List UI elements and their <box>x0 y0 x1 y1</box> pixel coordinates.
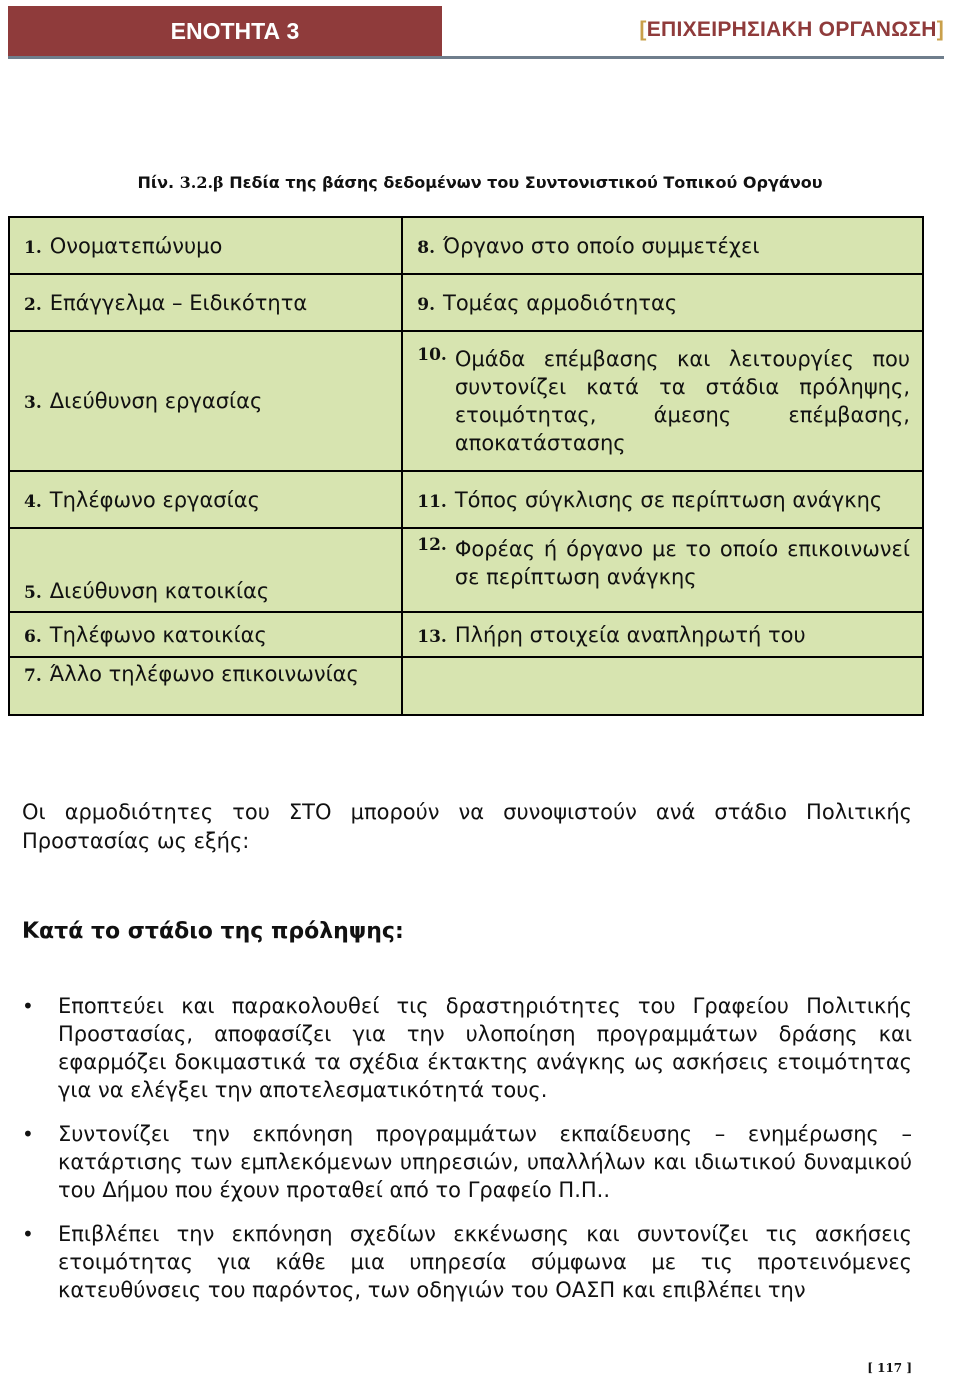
table-cell <box>402 471 923 528</box>
field-number: 1. <box>24 237 42 258</box>
field-label: Φορέας ή όργανο με το οποίο επικοινωνεί σε περίπτωση ανάγκης <box>454 537 910 589</box>
list-item <box>22 992 912 1104</box>
bullet-icon: • <box>22 1122 34 1146</box>
table-cell <box>9 612 402 657</box>
field-label: Ομάδα επέμβασης και λειτουργίες που συντονίζει κατά τα στάδια πρόληψης, ετοιμότητας, άμεσης επέμβασης, αποκατάστασης <box>454 347 910 455</box>
table-caption <box>0 173 960 192</box>
table-cell <box>9 331 402 471</box>
page-number: [ 117 ] <box>867 1361 912 1375</box>
field-number: 7. <box>24 666 42 686</box>
bullet-list <box>22 992 912 1320</box>
field-label: Διεύθυνση κατοικίας <box>49 579 270 603</box>
list-item <box>22 1220 912 1304</box>
table-row <box>9 274 923 331</box>
intro-paragraph: Οι αρμοδιότητες του ΣΤΟ μπορούν να συνοψιστούν ανά στάδιο Πολιτικής Προστασίας ως εξής: <box>22 800 912 853</box>
caption-number: 3.2.β <box>179 173 224 192</box>
table-cell <box>402 274 923 331</box>
table-row <box>9 471 923 528</box>
section-heading: Κατά το στάδιο της πρόληψης: <box>22 919 404 944</box>
field-label: Τηλέφωνο εργασίας <box>49 487 260 512</box>
table-cell <box>9 528 402 612</box>
field-number: 5. <box>24 583 42 603</box>
field-label: Ονοματεπώνυμο <box>49 233 223 258</box>
table-cell <box>9 217 402 274</box>
chapter-title-text: ΕΠΙΧΕΙΡΗΣΙΑΚΗ ΟΡΓΑΝΩΣΗ <box>646 18 937 41</box>
table-row <box>9 331 923 471</box>
list-item <box>22 1120 912 1204</box>
table-cell <box>402 612 923 657</box>
table-cell <box>9 274 402 331</box>
table-cell <box>9 657 402 715</box>
field-number: 6. <box>24 626 42 647</box>
chapter-title <box>639 18 944 42</box>
list-item-text: Εποπτεύει και παρακολουθεί τις δραστηριότητες του Γραφείου Πολιτικής Προστασίας, αποφασίζει για την υλοποίηση προγραμμάτων δράσης και εφαρμόζει δοκιμαστικά τα σχέδια έκτακτης ανάγκης ως ασκήσεις ετοιμότητας για να ελέγξει την αποτελεσματικότητά τους. <box>58 994 912 1102</box>
table-row <box>9 528 923 612</box>
header-divider <box>8 56 944 59</box>
caption-prefix: Πίν. <box>137 173 175 192</box>
table-cell <box>402 657 923 715</box>
bullet-icon: • <box>22 1222 34 1246</box>
field-label: Άλλο τηλέφωνο επικοινωνίας <box>49 662 359 686</box>
list-item-text: Συντονίζει την εκπόνηση προγραμμάτων εκπαίδευσης – ενημέρωσης – κατάρτισης των εμπλεκόμενων υπηρεσιών, υπαλλήλων και ιδιωτικού δυναμικού του Δήμου που έχουν προταθεί από το Γραφείο Π.Π.. <box>58 1122 912 1202</box>
table-cell <box>402 528 923 612</box>
field-label: Τηλέφωνο κατοικίας <box>49 622 267 647</box>
field-number: 12. <box>417 535 447 555</box>
field-number: 9. <box>417 294 435 315</box>
field-label: Πλήρη στοιχεία αναπληρωτή του <box>454 622 806 647</box>
field-number: 10. <box>417 345 447 365</box>
list-item-text: Επιβλέπει την εκπόνηση σχεδίων εκκένωσης και συντονίζει τις ασκήσεις ετοιμότητας για κάθε μια υπηρεσία σύμφωνα με τις προτεινόμενες κατευθύνσεις του παρόντος, των οδηγιών του ΟΑΣΠ και επιβλέπει την <box>58 1222 912 1302</box>
field-label: Επάγγελμα – Ειδικότητα <box>49 290 308 315</box>
field-number: 3. <box>24 393 42 413</box>
table-row <box>9 657 923 715</box>
field-label: Τόπος σύγκλισης σε περίπτωση ανάγκης <box>454 487 883 512</box>
bracket-close: ] <box>936 18 944 41</box>
section-label: ΕΝΟΤΗΤΑ 3 <box>170 17 300 44</box>
fields-table <box>8 216 924 716</box>
field-number: 4. <box>24 491 42 512</box>
table-cell <box>9 471 402 528</box>
caption-text: Πεδία της βάσης δεδομένων του Συντονιστικού Τοπικού Οργάνου <box>229 173 823 192</box>
field-label: Όργανο στο οποίο συμμετέχει <box>443 233 760 258</box>
field-number: 11. <box>417 491 447 512</box>
table-row <box>9 217 923 274</box>
field-number: 2. <box>24 294 42 315</box>
field-number: 8. <box>417 237 435 258</box>
field-label: Τομέας αρμοδιότητας <box>443 290 678 315</box>
field-label: Διεύθυνση εργασίας <box>49 389 263 413</box>
table-cell <box>402 217 923 274</box>
section-banner <box>8 6 442 56</box>
table-row <box>9 612 923 657</box>
field-number: 13. <box>417 626 447 647</box>
table-cell <box>402 331 923 471</box>
bullet-icon: • <box>22 994 34 1018</box>
bracket-open: [ <box>639 18 647 41</box>
